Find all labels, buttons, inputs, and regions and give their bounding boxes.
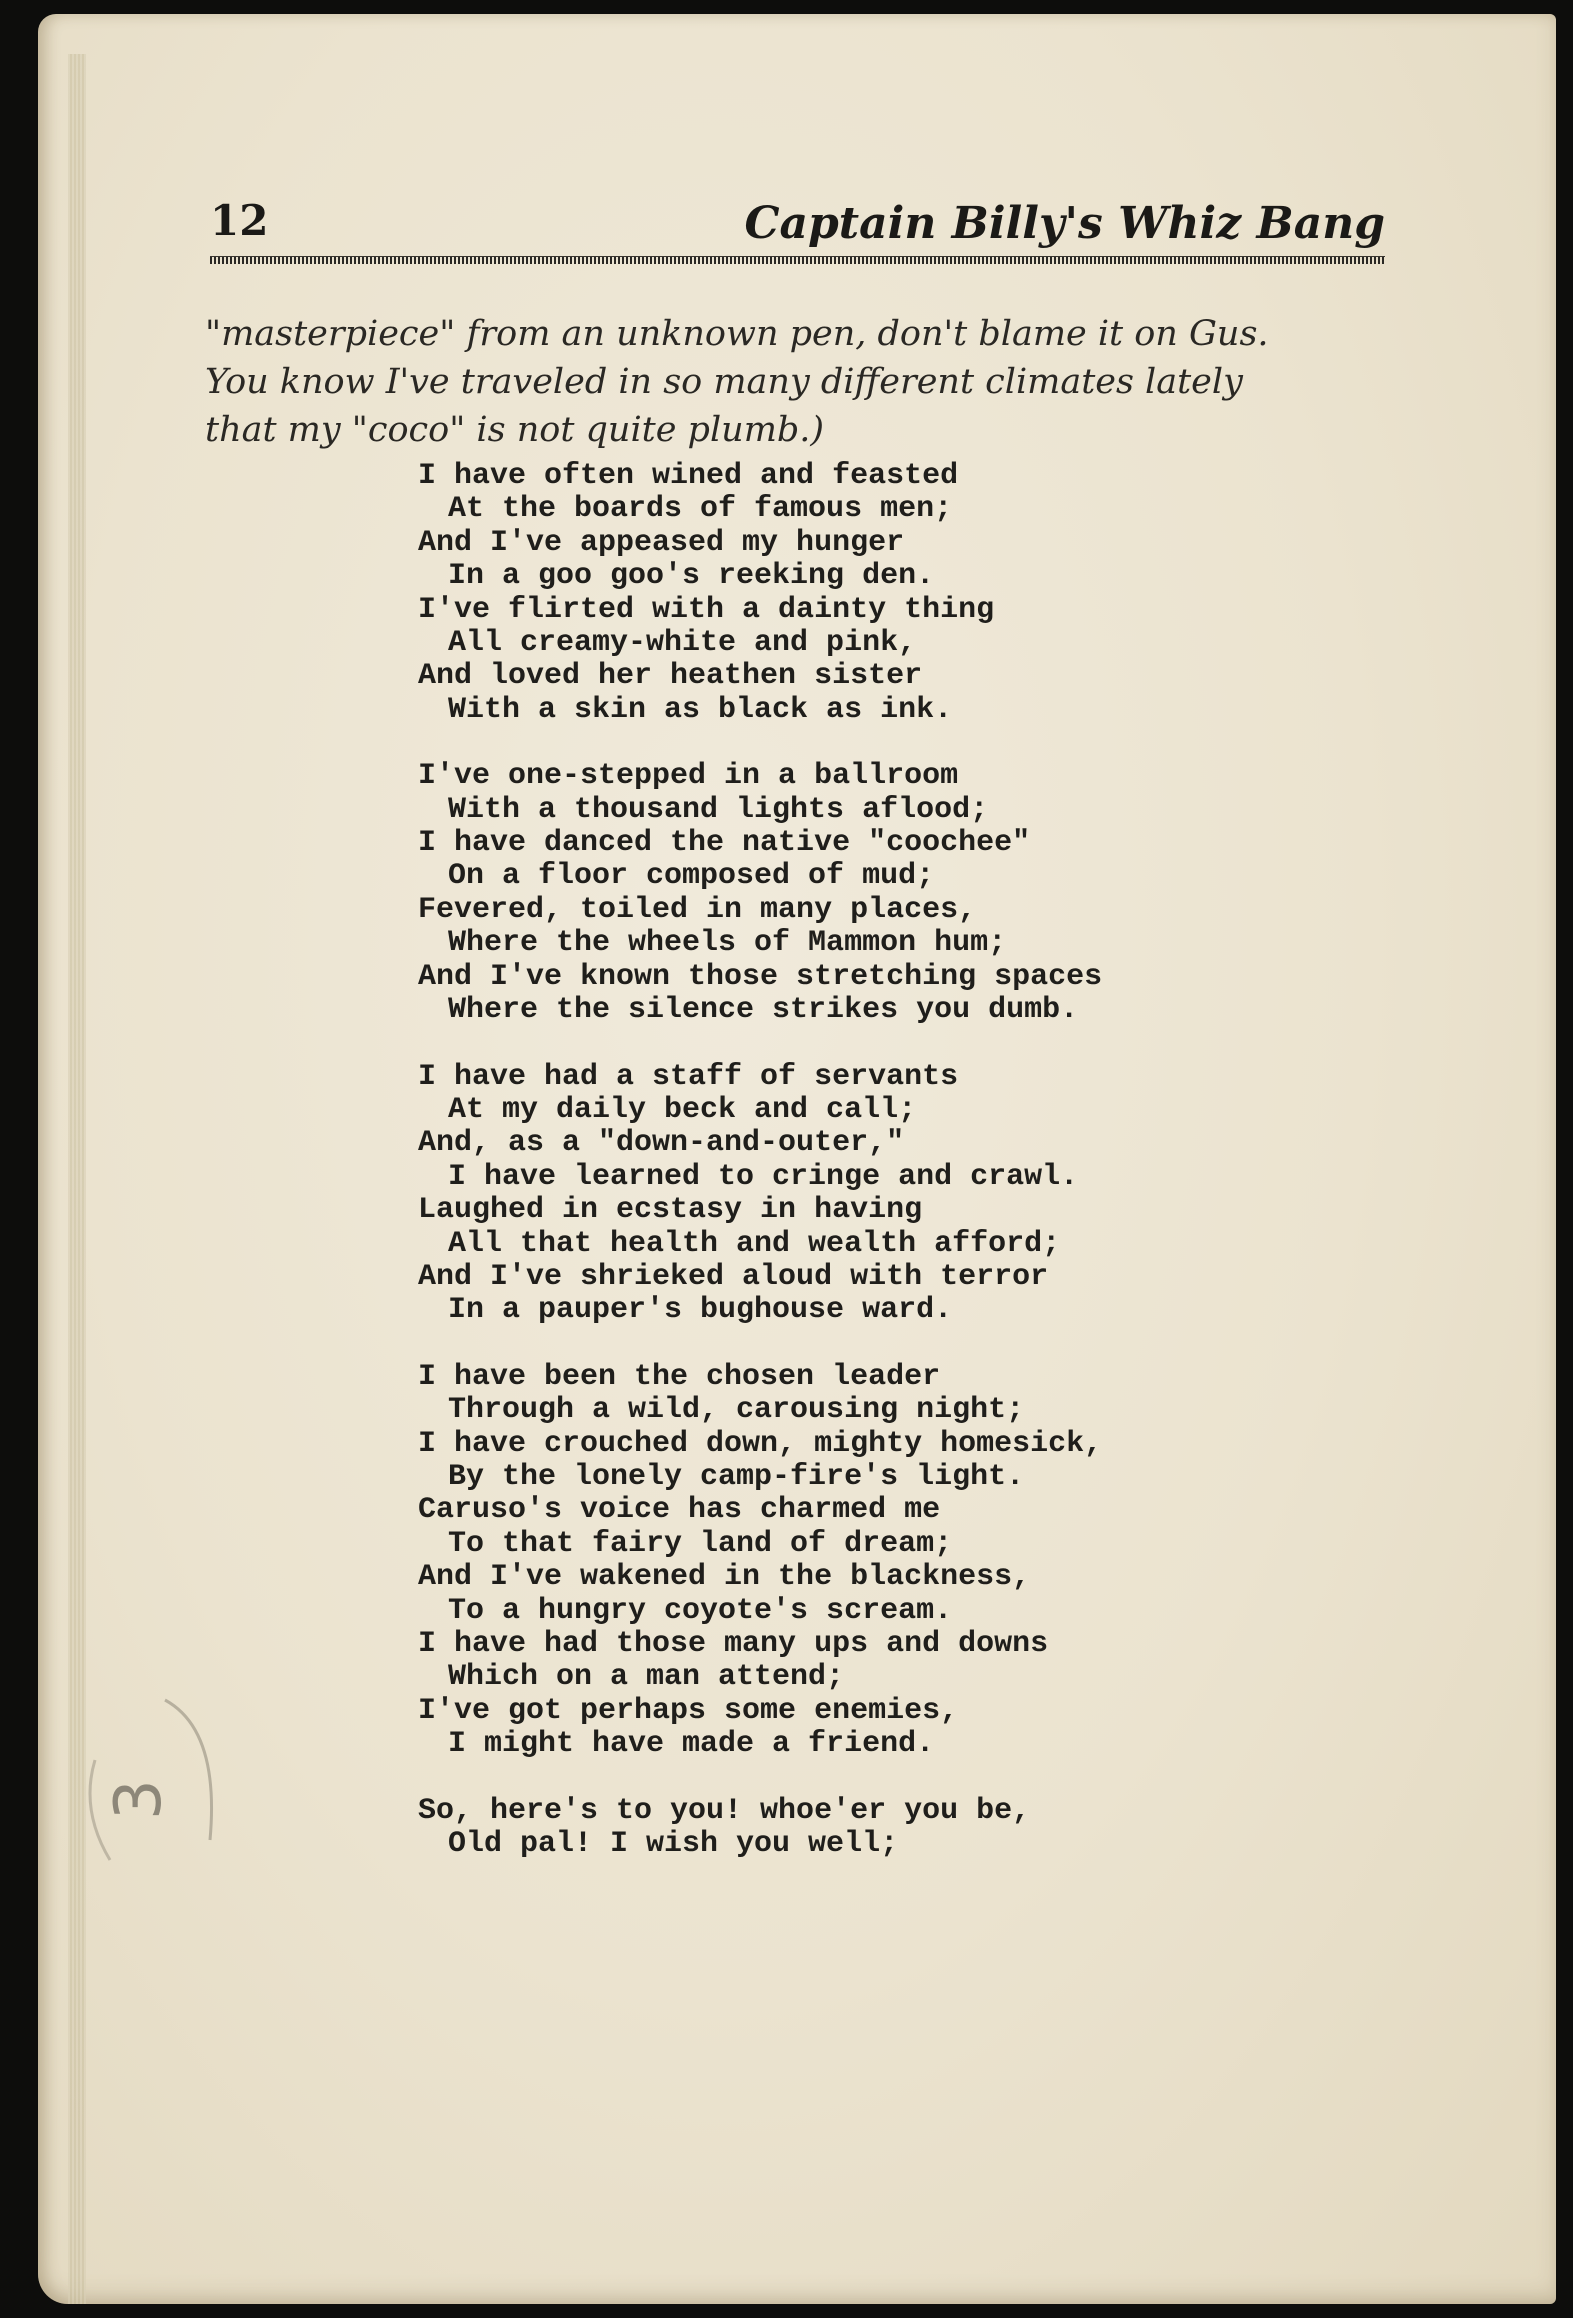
intro-line: "masterpiece" from an unknown pen, don't blame it on Gus. [205, 314, 1269, 354]
pencil-number: 3 [102, 1779, 176, 1820]
poem-line: With a skin as black as ink. [448, 692, 953, 727]
poem-stanza [418, 1361, 1318, 1762]
poem-line: I have often wined and feasted [418, 459, 959, 493]
poem-line: And I've shrieked aloud with terror [418, 1259, 1049, 1294]
page-edge [68, 54, 86, 2304]
pencil-annotation [70, 1690, 250, 1890]
poem-line: Where the wheels of Mammon hum; [448, 926, 1007, 961]
poem-line: In a goo goo's reeking den. [448, 559, 935, 594]
poem-line: At my daily beck and call; [448, 1092, 917, 1127]
poem-line: Caruso's voice has charmed me [418, 1493, 941, 1528]
page-header [210, 196, 1385, 256]
poem-line: I've flirted with a dainty thing [418, 592, 995, 627]
poem-line: I've one-stepped in a ballroom [418, 759, 959, 794]
intro-line: that my "coco" is not quite plumb.) [205, 410, 825, 450]
poem-line: And, as a "down-and-outer," [418, 1126, 905, 1161]
poem-line: All creamy-white and pink, [448, 626, 917, 661]
poem-line: To a hungry coyote's scream. [448, 1593, 953, 1628]
poem-line: And I've appeased my hunger [418, 525, 905, 560]
poem-line: I have had a staff of servants [418, 1059, 959, 1094]
header-rule [210, 256, 1385, 264]
poem-line: Old pal! I wish you well; [448, 1827, 899, 1862]
poem-line: At the boards of famous men; [448, 492, 953, 527]
poem-line: Laughed in ecstasy in having [418, 1193, 923, 1228]
poem-line: Which on a man attend; [448, 1660, 845, 1695]
poem-stanza [418, 460, 1318, 727]
poem-line: And I've known those stretching spaces [418, 959, 1103, 994]
poem-line: And I've wakened in the blackness, [418, 1560, 1031, 1595]
poem-line: I have been the chosen leader [418, 1359, 941, 1394]
poem-line: I have crouched down, mighty homesick, [418, 1426, 1103, 1461]
poem-line: Through a wild, carousing night; [448, 1393, 1025, 1428]
poem-stanza [418, 1061, 1318, 1328]
intro-line: You know I've traveled in so many different climates lately [205, 362, 1243, 402]
running-title: Captain Billy's Whiz Bang [744, 198, 1385, 249]
poem-line: With a thousand lights aflood; [448, 792, 989, 827]
poem-line: In a pauper's bughouse ward. [448, 1293, 953, 1328]
poem-stanza [418, 760, 1318, 1027]
poem-line: Fevered, toiled in many places, [418, 892, 977, 927]
poem-line: I might have made a friend. [448, 1727, 935, 1762]
poem-line: So, here's to you! whoe'er you be, [418, 1793, 1031, 1828]
poem-line: All that health and wealth afford; [448, 1226, 1061, 1261]
poem-line: I have learned to cringe and crawl. [448, 1159, 1079, 1194]
poem-line: On a floor composed of mud; [448, 859, 935, 894]
poem-line: To that fairy land of dream; [448, 1526, 953, 1561]
poem-line: I've got perhaps some enemies, [418, 1693, 959, 1728]
page-number: 12 [210, 196, 269, 245]
intro-paragraph [205, 310, 1395, 454]
poem-line: And loved her heathen sister [418, 659, 923, 694]
poem-stanza [418, 1795, 1318, 1862]
poem-line: Where the silence strikes you dumb. [448, 993, 1079, 1028]
poem-line: By the lonely camp-fire's light. [448, 1459, 1025, 1494]
poem-line: I have danced the native "coochee" [418, 826, 1031, 861]
poem [418, 460, 1318, 1894]
poem-line: I have had those many ups and downs [418, 1627, 1049, 1661]
